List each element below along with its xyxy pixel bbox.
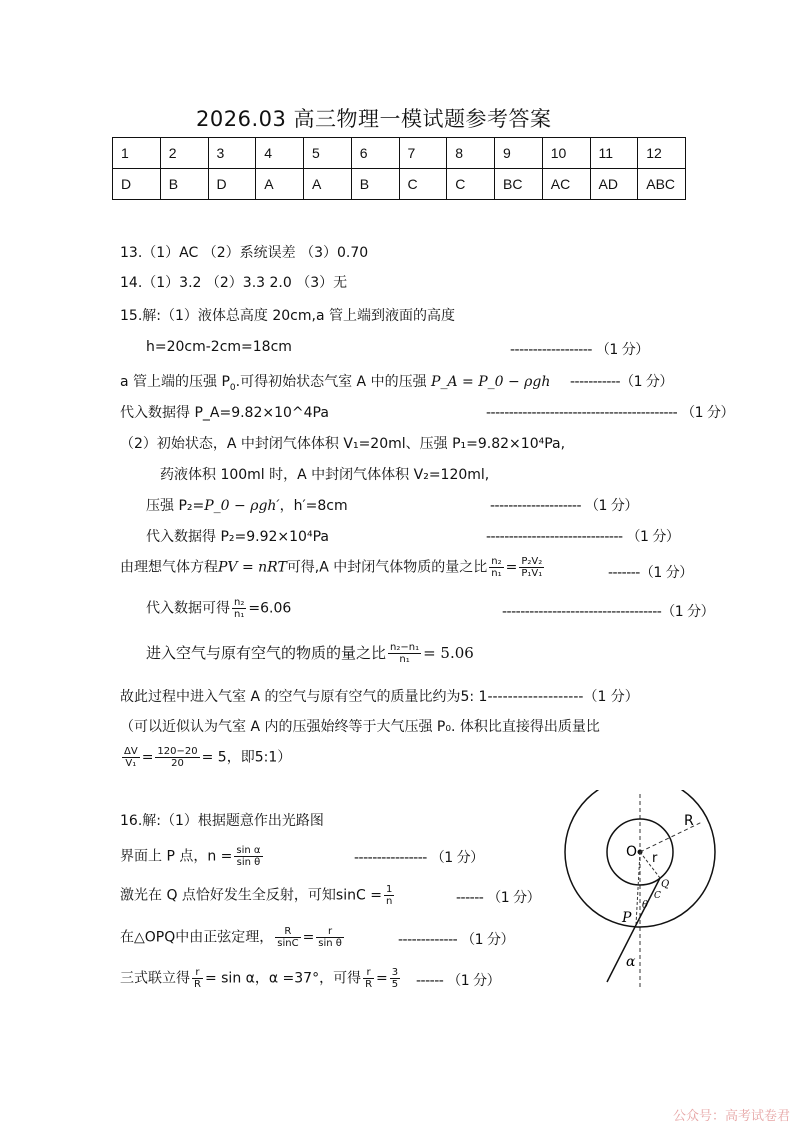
q15-line2-sub: 0 [229,382,236,393]
table-cell: AC [542,169,590,200]
q16-line1-text-a: 界面上 P 点，n = [120,848,233,865]
q15-line4: （2）初始状态，A 中封闭气体体积 V₁=20ml、压强 P₁=9.82×10⁴Pa, [120,436,566,452]
label-theta: θ [642,900,649,911]
table-cell: 3 [208,138,256,169]
fraction-denominator: V₁ [125,758,137,769]
fraction-denominator: sin θ [236,857,261,868]
radius-to-p-line [636,852,640,925]
q15-line12: （可以近似认为气室 A 内的压强始终等于大气压强 P₀. 体积比直接得出质量比 [120,719,600,735]
q16-line3-text-a: 在△OPQ中由正弦定理， [120,929,274,946]
q16-line4-text-a: 三式联立得 [120,970,190,987]
fraction-numerator: n₂−n₁ [390,642,420,653]
fraction-numerator: r [363,967,374,979]
fraction-numerator: sin α [236,845,261,856]
value-fraction [155,746,199,769]
radius-ratio-fraction [192,967,203,990]
q15-line8: 由理想气体方程PV = nRT可得,A 中封闭气体物质的量之比 $\frac{\text{n₂}}{\text{n₁}}$ = $\frac{\text{P₂V₂}}{\text{P₁V₁}}$ [120,556,543,579]
fraction-numerator: 1 [385,884,393,895]
ratio-fraction [489,556,503,579]
q15-line9-text-a: 代入数据可得 [146,600,230,617]
optics-diagram [562,790,772,990]
q15-line5: 药液体积 100ml 时，A 中封闭气体体积 V₂=120ml, [160,467,490,483]
q15-line2 [120,371,550,393]
q16-head: 16.解:（1）根据题意作出光路图 [120,813,324,829]
q15-line2-text-a: a 管上端的压强 P [120,374,230,390]
fraction-denominator: R [194,979,201,990]
table-cell: D [113,169,161,200]
pressure-volume-fraction [519,556,544,579]
q15-line1: h=20cm-2cm=18cm [146,339,292,355]
table-cell: 12 [638,138,686,169]
fraction-denominator: n [385,896,393,907]
table-cell: ABC [638,169,686,200]
table-cell: D [208,169,256,200]
label-q: Q [661,879,670,890]
q15-line9-score: -----------------------------------（1 分） [502,604,715,620]
result-fraction [390,967,400,990]
fraction-numerator: n₂ [234,597,245,608]
q16-line2-text-a: 激光在 Q 点恰好发生全反射，可知sinC = [120,887,382,904]
q16-line1-score: ---------------- （1 分） [354,850,484,866]
fraction-numerator: R [275,926,300,938]
fraction-denominator: n₁ [491,568,502,579]
table-cell: 4 [256,138,304,169]
table-cell: BC [495,169,543,200]
fraction-numerator: n₂ [491,556,502,567]
q15-line10-text-a: 进入空气与原有空气的物质的量之比 [146,644,387,662]
label-r-inner: r [652,851,658,866]
page-title: 2026.03 高三物理一模试题参考答案 [196,107,552,131]
table-cell: 10 [542,138,590,169]
table-cell: 2 [160,138,208,169]
answer-table [112,137,686,200]
volume-fraction [122,746,140,769]
q15-line10 [146,642,474,665]
sine-rule-fraction [275,926,300,949]
q16-line4 [120,967,402,990]
q15-line2-score: -----------（1 分） [570,374,673,390]
table-cell: 5 [304,138,352,169]
q15-line6-equation: P_0 − ρgh′ [204,498,280,514]
fraction-denominator: sin θ [318,938,342,949]
fraction-numerator: P₂V₂ [521,556,543,567]
q15-line2-text-b: .可得初始状态气室 A 中的压强 [235,374,427,390]
q16-line2 [120,884,396,907]
table-row-numbers [113,138,686,169]
table-cell: 7 [399,138,447,169]
table-cell: A [256,169,304,200]
q15-line11: 故此过程中进入气室 A 的空气与原有空气的质量比约为5: 1-------------------（1 分） [120,689,639,705]
table-cell: 1 [113,138,161,169]
q15-line8-equation: PV = nRT [218,559,287,576]
fraction-denominator: 20 [171,758,184,769]
table-cell: 6 [351,138,399,169]
q16-line4-text-b: = sin α，α =37°，可得 [204,970,362,987]
table-cell: 11 [590,138,638,169]
q15-line1-score: ------------------ （1 分） [510,342,649,358]
sine-rule-fraction [316,926,344,949]
fraction-denominator: 5 [391,979,399,990]
ratio-fraction [388,642,421,665]
fraction-denominator: P₁V₁ [521,568,543,579]
watermark: 公众号：高考试卷君 [672,1109,790,1124]
table-row-answers [113,169,686,200]
q15-line13: $\frac{\Delta V}{\text{V₁}}$ = $\frac{120-20}{20}$ = 5，即5:1） [124,746,292,769]
q15-line10-text-b: = 5.06 [423,644,474,662]
q15-line7: 代入数据得 P₂=9.92×10⁴Pa [146,529,329,545]
q15-line8-text-b: 可得,A 中封闭气体物质的量之比 [286,559,488,576]
q15-line7-score: ------------------------------ （1 分） [486,529,680,545]
q15-line6 [146,495,348,515]
q15-line6-score: -------------------- （1 分） [490,498,638,514]
table-cell: C [399,169,447,200]
q15-line9 [146,597,291,620]
table-cell: AD [590,169,638,200]
q15-line9-text-b: =6.06 [248,600,292,617]
table-cell: C [447,169,495,200]
q15-line2-equation: P_A = P_0 − ρgh [431,374,551,390]
q16-line4-text-c: = [376,970,388,987]
ratio-fraction [232,597,246,620]
q16-line1 [120,845,265,868]
radius-ratio-fraction [363,967,374,990]
fraction-numerator: r [316,926,344,938]
q16-line3 [120,926,346,949]
q15-head: 15.解:（1）液体总高度 20cm,a 管上端到液面的高度 [120,308,455,324]
q15-line6-text-b: ，h′=8cm [279,498,348,514]
q16-line4-score: ------ （1 分） [416,973,501,989]
fraction-numerator: 3 [391,967,399,978]
q15-line13-text-b: = 5，即5:1） [201,749,292,766]
q16-line3-score: ------------- （1 分） [398,932,514,948]
table-cell: 9 [495,138,543,169]
critical-angle-fraction [384,884,394,907]
fraction-denominator: R [365,979,373,990]
q15-line3: 代入数据得 P_A=9.82×10^4Pa [120,405,329,421]
table-cell: 8 [447,138,495,169]
q15-line8-score: -------（1 分） [608,565,693,581]
fraction-numerator: 120−20 [157,746,198,757]
label-r-outer: R [684,813,694,829]
label-alpha: α [626,954,636,970]
q15-line8-text-a: 由理想气体方程 [120,559,218,576]
q15-line3-score: ------------------------------------------ （1 分） [486,405,734,421]
fraction-denominator: n₁ [399,654,410,665]
q16-line2-score: ------ （1 分） [456,890,541,906]
table-cell: A [304,169,352,200]
q13-answer: 13.（1）AC （2）系统误差 （3）0.70 [120,245,369,261]
fraction-denominator: sinC [277,938,299,949]
label-c: C [654,891,661,901]
label-o: O [626,844,638,860]
fraction-numerator: ΔV [124,746,138,757]
label-p: P [622,910,632,926]
table-cell: B [160,169,208,200]
q16-line3-equals: = [302,929,315,946]
fraction-denominator: n₁ [234,609,245,620]
q14-answer: 14.（1）3.2 （2）3.3 2.0 （3）无 [120,275,348,291]
q15-line6-text-a: 压强 P₂= [146,498,205,514]
sine-fraction [234,845,262,868]
table-cell: B [351,169,399,200]
fraction-numerator: r [192,967,203,979]
